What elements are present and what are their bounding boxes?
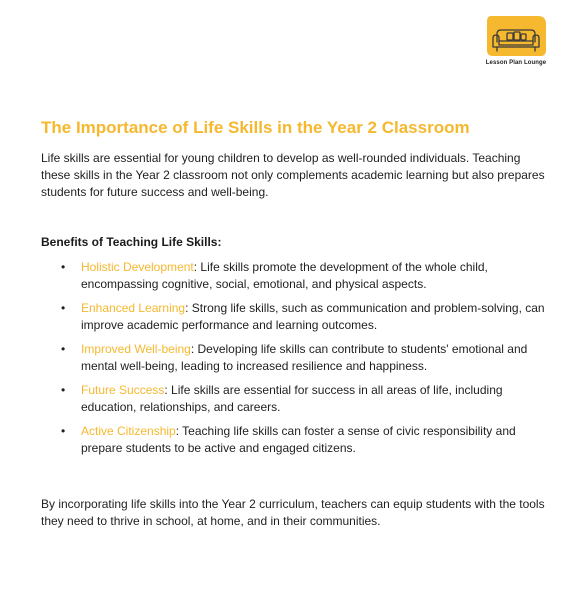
benefit-description: Strong life skills, such as communication and problem-solving, can improve academic performance and learning outcomes. bbox=[81, 301, 545, 332]
benefit-term: Active Citizenship bbox=[81, 424, 176, 438]
bullet-icon: • bbox=[61, 342, 66, 356]
bullet-icon: • bbox=[61, 301, 66, 315]
benefit-description: Teaching life skills can foster a sense of civic responsibility and prepare students to be active and engaged citizens. bbox=[81, 424, 516, 455]
benefits-heading: Benefits of Teaching Life Skills: bbox=[41, 235, 222, 249]
benefit-term: Enhanced Learning bbox=[81, 301, 186, 315]
conclusion-paragraph: By incorporating life skills into the Year 2 curriculum, teachers can equip students with the tools they need to thrive in school, at home, and in their communities. bbox=[41, 497, 545, 528]
intro-paragraph: Life skills are essential for young children to develop as well-rounded individuals. Teaching these skills in the Year 2 classroom not only complements academic learning but also prepares students for future success and well-being. bbox=[41, 151, 545, 199]
bullet-icon: • bbox=[61, 383, 66, 397]
bullet-icon: • bbox=[61, 260, 66, 274]
benefits-list bbox=[60, 259, 550, 464]
benefit-term: Future Success bbox=[81, 383, 165, 397]
document-title: The Importance of Life Skills in the Year 2 Classroom bbox=[41, 118, 470, 137]
benefit-description: Developing life skills can contribute to students' emotional and mental well-being, leading to increased resilience and happiness. bbox=[81, 342, 528, 373]
sofa-icon bbox=[483, 12, 549, 58]
benefit-separator: : bbox=[190, 342, 198, 356]
benefit-term: Holistic Development bbox=[81, 260, 194, 274]
bullet-icon: • bbox=[61, 424, 66, 438]
list-item bbox=[60, 259, 550, 293]
benefit-separator: : bbox=[175, 424, 183, 438]
list-item bbox=[60, 300, 550, 334]
benefit-separator: : bbox=[193, 260, 201, 274]
logo-text: Lesson Plan Lounge bbox=[485, 60, 547, 66]
benefit-separator: : bbox=[164, 383, 172, 397]
benefit-description: Life skills are essential for success in all areas of life, including education, relationships, and careers. bbox=[81, 383, 503, 414]
lesson-plan-lounge-logo bbox=[478, 12, 554, 68]
benefit-description: Life skills promote the development of the whole child, encompassing cognitive, social, emotional, and physical aspects. bbox=[81, 260, 488, 291]
list-item bbox=[60, 341, 550, 375]
list-item bbox=[60, 423, 550, 457]
list-item bbox=[60, 382, 550, 416]
benefit-term: Improved Well-being bbox=[81, 342, 191, 356]
benefit-separator: : bbox=[185, 301, 192, 315]
